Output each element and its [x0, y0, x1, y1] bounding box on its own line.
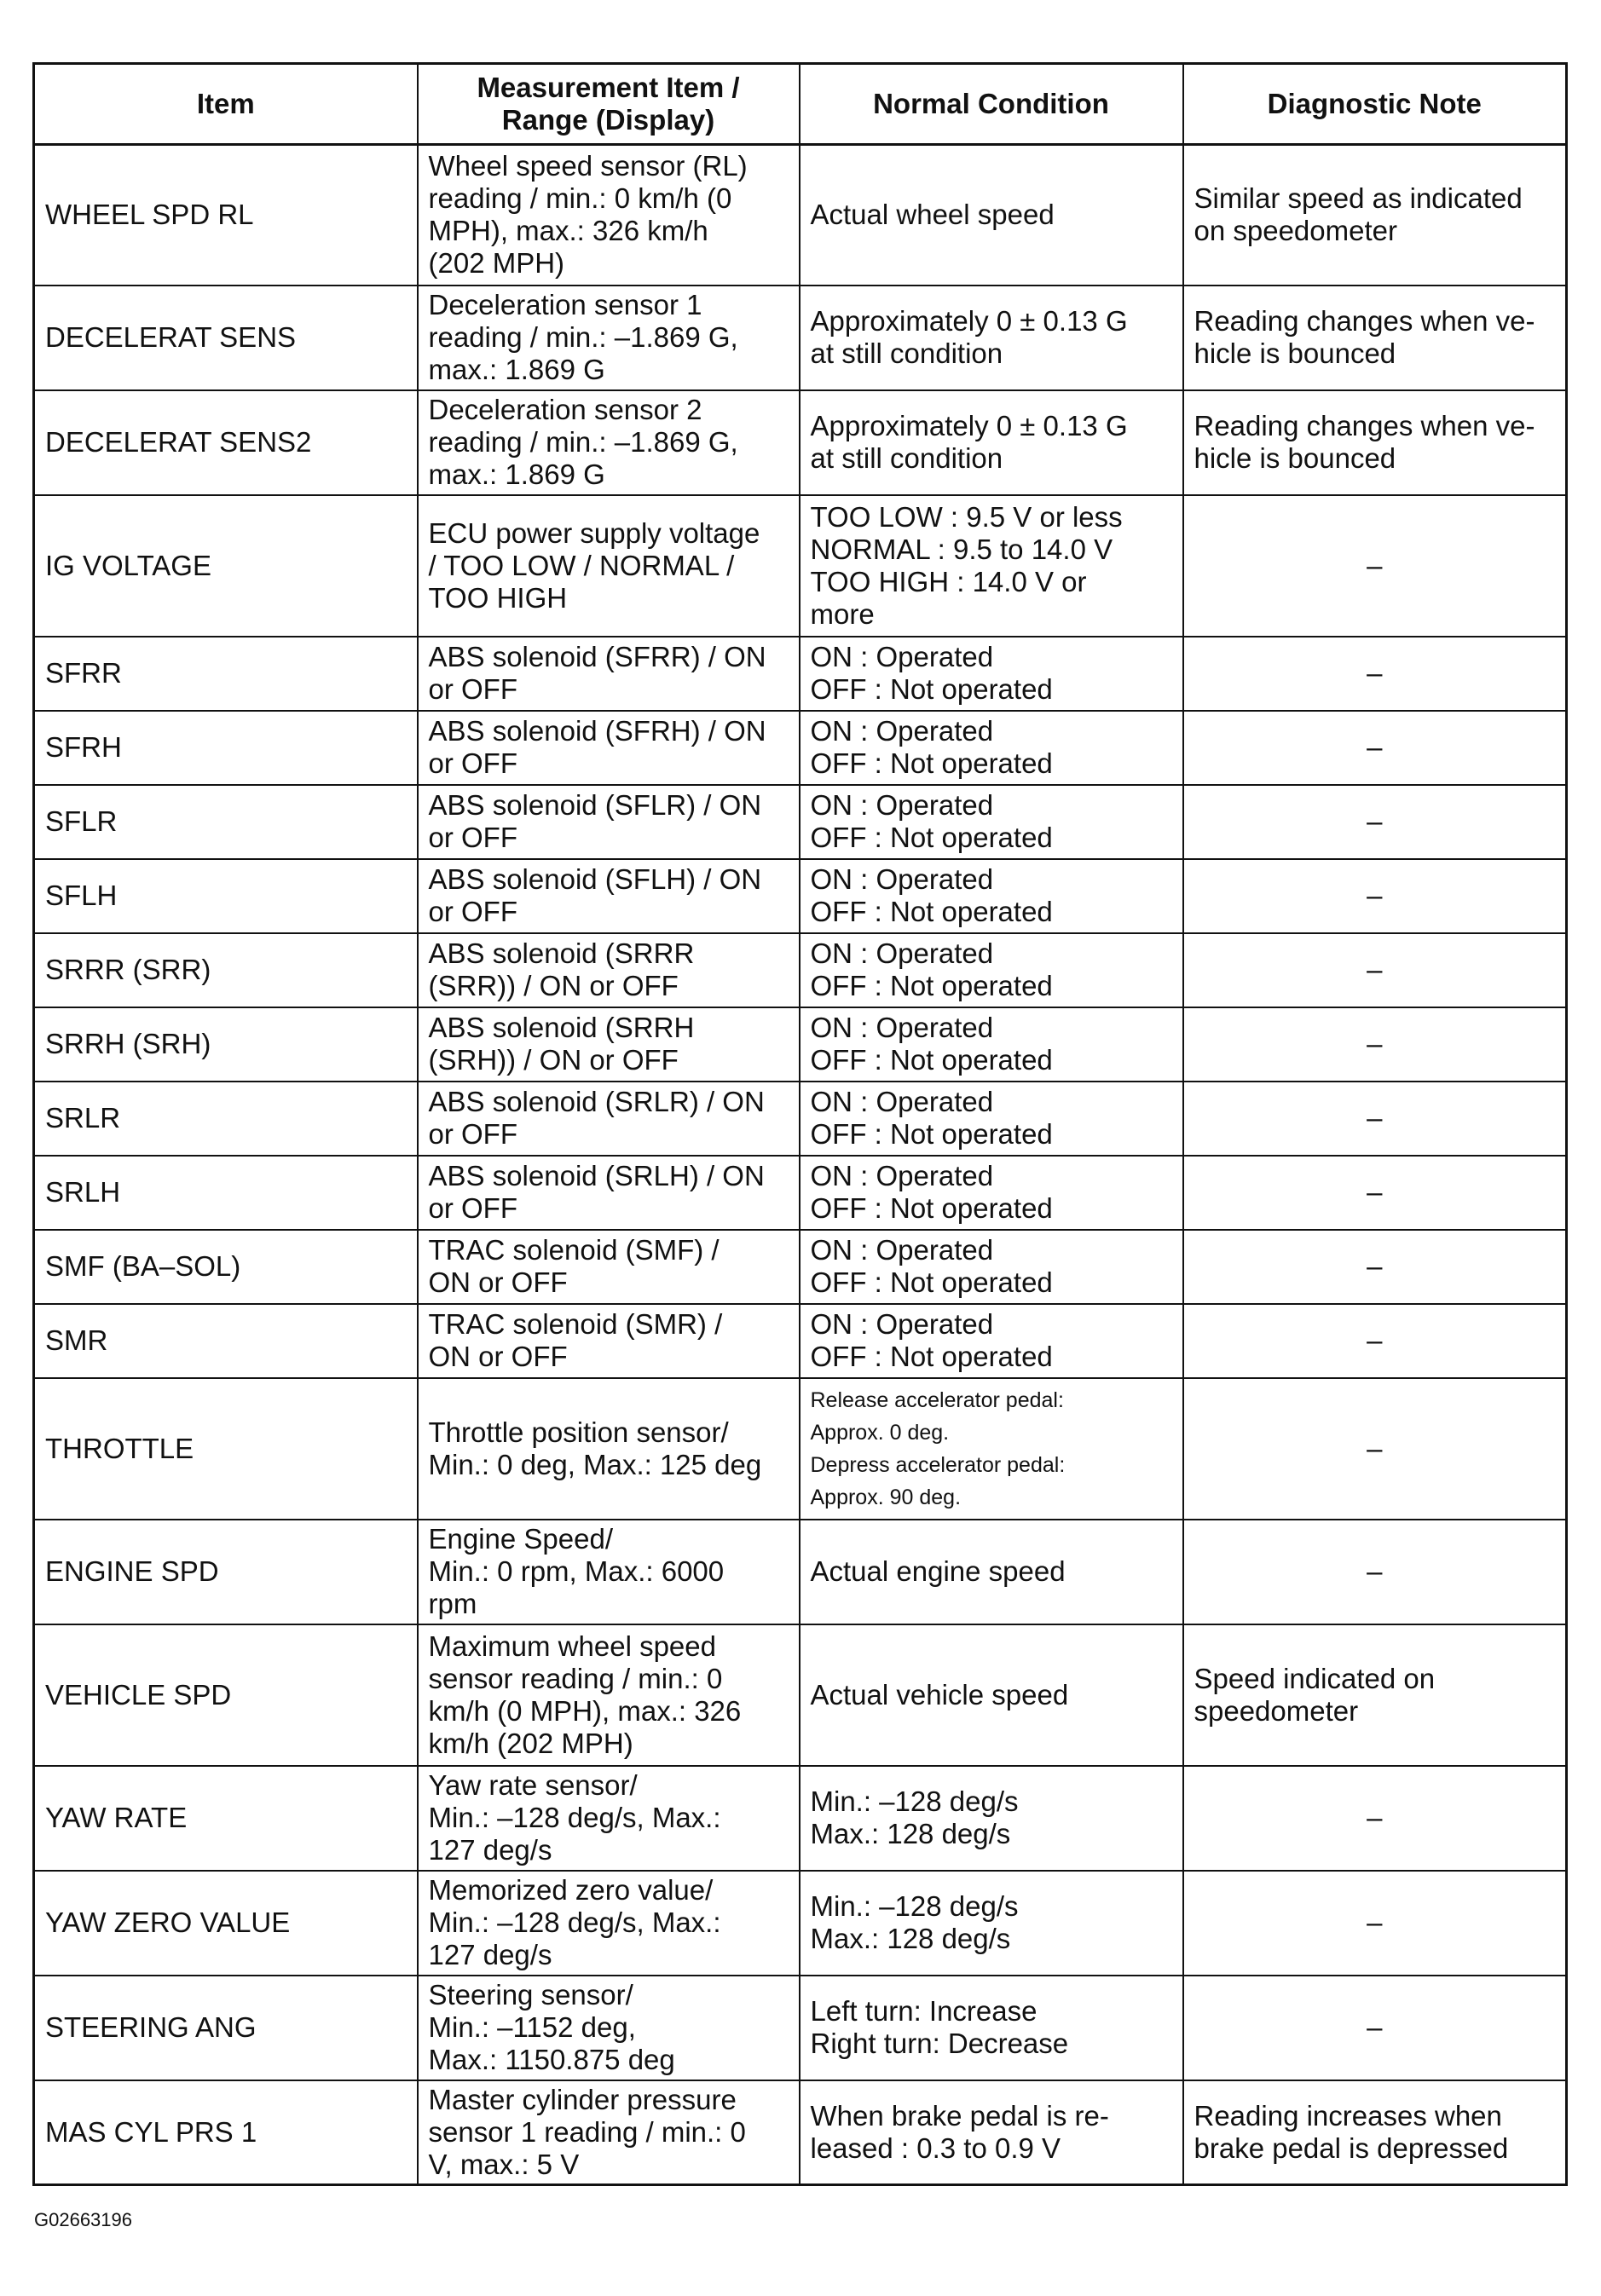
cell-item: ENGINE SPD: [34, 1520, 418, 1624]
cell-line: ABS solenoid (SFRH) / ON: [428, 715, 766, 747]
table-row: [34, 1156, 1567, 1230]
cell-line: Min.: –1152 deg,: [428, 2011, 636, 2043]
cell-diagnostic-note: [1183, 286, 1567, 390]
cell-line: brake pedal is depressed: [1194, 2132, 1509, 2164]
cell-line: ON : Operated: [810, 789, 994, 821]
cell-line: ON : Operated: [810, 863, 994, 895]
cell-line: OFF : Not operated: [810, 1266, 1053, 1298]
table-row: [34, 1082, 1567, 1156]
cell-line: Approx. 90 deg.: [810, 1485, 962, 1509]
table-row: [34, 1520, 1567, 1624]
cell-line: TRAC solenoid (SMR) /: [428, 1308, 723, 1340]
cell-line: Min.: 0 deg, Max.: 125 deg: [428, 1448, 762, 1480]
cell-diagnostic-note: [1183, 145, 1567, 286]
cell-line: –: [1367, 1432, 1383, 1464]
cell-normal-condition: [800, 286, 1183, 390]
cell-diagnostic-note: [1183, 1976, 1567, 2080]
cell-measurement: [418, 1230, 800, 1304]
header-line: Item: [196, 88, 255, 119]
cell-line: ON : Operated: [810, 641, 994, 672]
cell-line: ABS solenoid (SRLR) / ON: [428, 1086, 765, 1117]
cell-measurement: [418, 711, 800, 785]
cell-normal-condition: [800, 1378, 1183, 1520]
cell-line: –: [1367, 954, 1383, 985]
cell-item: YAW ZERO VALUE: [34, 1871, 418, 1976]
cell-line: Min.: 0 rpm, Max.: 6000: [428, 1555, 725, 1587]
cell-line: more: [810, 597, 875, 630]
cell-line: or OFF: [428, 673, 517, 705]
cell-normal-condition: [800, 1156, 1183, 1230]
cell-measurement: [418, 1766, 800, 1871]
cell-line: OFF : Not operated: [810, 747, 1053, 779]
cell-measurement: [418, 1871, 800, 1976]
cell-line: Reading changes when ve-: [1194, 305, 1535, 337]
cell-line: sensor reading / min.: 0: [428, 1662, 723, 1694]
cell-line: Maximum wheel speed: [428, 1630, 716, 1662]
cell-line: OFF : Not operated: [810, 1044, 1053, 1076]
cell-line: When brake pedal is re-: [810, 2099, 1109, 2132]
cell-line: –: [1367, 1802, 1383, 1833]
table-row: [34, 637, 1567, 711]
cell-line: max.: 1.869 G: [428, 354, 605, 385]
cell-item: SRRH (SRH): [34, 1007, 418, 1082]
cell-line: OFF : Not operated: [810, 970, 1053, 1001]
cell-line: –: [1367, 880, 1383, 911]
cell-diagnostic-note: [1183, 1871, 1567, 1976]
cell-line: Max.: 128 deg/s: [810, 1923, 1011, 1954]
cell-item: IG VOLTAGE: [34, 495, 418, 637]
cell-line: MPH), max.: 326 km/h: [428, 215, 708, 247]
cell-line: –: [1367, 1102, 1383, 1134]
cell-line: Similar speed as indicated: [1194, 182, 1523, 215]
cell-diagnostic-note: [1183, 711, 1567, 785]
cell-line: ABS solenoid (SRRR: [428, 937, 695, 969]
cell-measurement: [418, 2080, 800, 2185]
cell-line: Memorized zero value/: [428, 1874, 714, 1906]
cell-line: –: [1367, 1324, 1383, 1356]
cell-diagnostic-note: [1183, 637, 1567, 711]
cell-item: SFLH: [34, 859, 418, 933]
cell-line: ON : Operated: [810, 1012, 994, 1043]
cell-item: SFLR: [34, 785, 418, 859]
cell-measurement: [418, 785, 800, 859]
cell-item: VEHICLE SPD: [34, 1624, 418, 1766]
cell-item: THROTTLE: [34, 1378, 418, 1520]
cell-diagnostic-note: [1183, 1520, 1567, 1624]
cell-line: ON : Operated: [810, 1308, 994, 1340]
cell-line: Release accelerator pedal:: [810, 1387, 1064, 1412]
cell-measurement: [418, 145, 800, 286]
cell-line: speedometer: [1194, 1694, 1359, 1727]
table-row: [34, 2080, 1567, 2185]
cell-measurement: [418, 1007, 800, 1082]
cell-line: Approximately 0 ± 0.13 G: [810, 305, 1128, 337]
cell-diagnostic-note: [1183, 859, 1567, 933]
cell-line: max.: 1.869 G: [428, 459, 605, 490]
cell-measurement: [418, 390, 800, 495]
cell-line: –: [1367, 805, 1383, 837]
cell-normal-condition: [800, 933, 1183, 1007]
cell-line: ABS solenoid (SRRH: [428, 1012, 695, 1043]
cell-line: on speedometer: [1194, 215, 1397, 247]
table-row: [34, 286, 1567, 390]
cell-line: Min.: –128 deg/s, Max.:: [428, 1802, 721, 1833]
cell-normal-condition: [800, 637, 1183, 711]
data-table: [32, 62, 1568, 2186]
cell-diagnostic-note: [1183, 1082, 1567, 1156]
cell-measurement: [418, 1976, 800, 2080]
cell-line: –: [1367, 1176, 1383, 1208]
table-row: [34, 785, 1567, 859]
table-row: [34, 1007, 1567, 1082]
cell-line: or OFF: [428, 1118, 517, 1150]
cell-normal-condition: [800, 785, 1183, 859]
cell-line: Engine Speed/: [428, 1523, 614, 1555]
cell-line: –: [1367, 1555, 1383, 1587]
cell-measurement: [418, 1624, 800, 1766]
table-row: [34, 1766, 1567, 1871]
cell-line: Wheel speed sensor (RL): [428, 150, 748, 182]
table-row: [34, 933, 1567, 1007]
cell-line: leased : 0.3 to 0.9 V: [810, 2132, 1061, 2164]
cell-line: Max.: 128 deg/s: [810, 1818, 1011, 1849]
cell-normal-condition: [800, 145, 1183, 286]
cell-line: –: [1367, 1907, 1383, 1938]
cell-line: ECU power supply voltage: [428, 516, 760, 549]
cell-line: –: [1367, 2011, 1383, 2043]
cell-item: SFRR: [34, 637, 418, 711]
cell-normal-condition: [800, 1624, 1183, 1766]
cell-diagnostic-note: [1183, 1230, 1567, 1304]
cell-line: ABS solenoid (SFRR) / ON: [428, 641, 766, 672]
table-row: [34, 495, 1567, 637]
cell-line: Reading changes when ve-: [1194, 410, 1535, 441]
table-row: [34, 1871, 1567, 1976]
table-row: [34, 145, 1567, 286]
cell-line: or OFF: [428, 896, 517, 927]
cell-measurement: [418, 637, 800, 711]
cell-line: Left turn: Increase: [810, 1995, 1037, 2027]
cell-item: WHEEL SPD RL: [34, 145, 418, 286]
cell-line: ON : Operated: [810, 1086, 994, 1117]
cell-line: (SRH)) / ON or OFF: [428, 1044, 679, 1076]
cell-line: TOO LOW : 9.5 V or less: [810, 500, 1123, 533]
cell-line: ON : Operated: [810, 1160, 994, 1191]
cell-line: (SRR)) / ON or OFF: [428, 970, 679, 1001]
cell-line: Actual engine speed: [810, 1555, 1066, 1587]
cell-line: OFF : Not operated: [810, 1192, 1053, 1224]
cell-line: OFF : Not operated: [810, 1341, 1053, 1372]
cell-measurement: [418, 1378, 800, 1520]
cell-line: / TOO LOW / NORMAL /: [428, 549, 735, 581]
cell-item: YAW RATE: [34, 1766, 418, 1871]
cell-line: NORMAL : 9.5 to 14.0 V: [810, 533, 1113, 565]
cell-measurement: [418, 1156, 800, 1230]
cell-item: DECELERAT SENS: [34, 286, 418, 390]
cell-line: ON : Operated: [810, 715, 994, 747]
cell-diagnostic-note: [1183, 1766, 1567, 1871]
cell-line: Yaw rate sensor/: [428, 1769, 638, 1801]
table-row: [34, 1378, 1567, 1520]
cell-normal-condition: [800, 1976, 1183, 2080]
cell-diagnostic-note: [1183, 1007, 1567, 1082]
cell-line: ABS solenoid (SRLH) / ON: [428, 1160, 765, 1191]
cell-line: Master cylinder pressure: [428, 2083, 737, 2115]
cell-measurement: [418, 933, 800, 1007]
header-measurement: [418, 64, 800, 145]
cell-normal-condition: [800, 1082, 1183, 1156]
cell-line: (202 MPH): [428, 247, 565, 280]
header-line: Normal Condition: [873, 88, 1109, 119]
cell-item: SFRH: [34, 711, 418, 785]
cell-normal-condition: [800, 711, 1183, 785]
cell-line: reading / min.: 0 km/h (0: [428, 182, 732, 215]
cell-line: –: [1367, 657, 1383, 689]
cell-line: ON or OFF: [428, 1341, 568, 1372]
cell-line: Deceleration sensor 1: [428, 289, 702, 320]
cell-item: SRRR (SRR): [34, 933, 418, 1007]
cell-line: Throttle position sensor/: [428, 1416, 729, 1448]
cell-line: ABS solenoid (SFLH) / ON: [428, 863, 762, 895]
cell-line: Right turn: Decrease: [810, 2028, 1069, 2059]
table-row: [34, 1624, 1567, 1766]
cell-measurement: [418, 286, 800, 390]
cell-line: 127 deg/s: [428, 1834, 552, 1866]
cell-item: SMR: [34, 1304, 418, 1378]
cell-line: Actual vehicle speed: [810, 1678, 1069, 1710]
cell-line: –: [1367, 1250, 1383, 1282]
figure-id: G02663196: [34, 2209, 132, 2230]
cell-line: OFF : Not operated: [810, 673, 1053, 705]
cell-line: TOO HIGH: [428, 581, 568, 614]
cell-measurement: [418, 495, 800, 637]
cell-line: ON : Operated: [810, 1234, 994, 1266]
header-normal-condition: [800, 64, 1183, 145]
cell-diagnostic-note: [1183, 1378, 1567, 1520]
cell-normal-condition: [800, 1007, 1183, 1082]
cell-line: Approx. 0 deg.: [810, 1420, 950, 1445]
cell-line: or OFF: [428, 747, 517, 779]
cell-line: at still condition: [810, 442, 1003, 474]
header-diagnostic-note: [1183, 64, 1567, 145]
cell-line: Deceleration sensor 2: [428, 394, 702, 425]
table-row: [34, 711, 1567, 785]
cell-line: 127 deg/s: [428, 1939, 552, 1970]
table-row: [34, 859, 1567, 933]
cell-normal-condition: [800, 859, 1183, 933]
cell-normal-condition: [800, 495, 1183, 637]
header-row: [34, 64, 1567, 145]
header-line: Diagnostic Note: [1267, 88, 1482, 119]
cell-measurement: [418, 1304, 800, 1378]
cell-line: Max.: 1150.875 deg: [428, 2044, 675, 2075]
cell-measurement: [418, 1082, 800, 1156]
cell-line: reading / min.: –1.869 G,: [428, 426, 738, 458]
cell-diagnostic-note: [1183, 933, 1567, 1007]
cell-line: reading / min.: –1.869 G,: [428, 321, 738, 353]
cell-line: hicle is bounced: [1194, 337, 1396, 369]
cell-line: –: [1367, 549, 1383, 581]
cell-line: OFF : Not operated: [810, 822, 1053, 853]
cell-measurement: [418, 1520, 800, 1624]
cell-line: ON or OFF: [428, 1266, 568, 1298]
cell-line: OFF : Not operated: [810, 896, 1053, 927]
cell-item: SRLH: [34, 1156, 418, 1230]
cell-line: at still condition: [810, 337, 1003, 369]
cell-line: or OFF: [428, 822, 517, 853]
cell-diagnostic-note: [1183, 390, 1567, 495]
cell-line: Steering sensor/: [428, 1979, 633, 2010]
cell-line: or OFF: [428, 1192, 517, 1224]
cell-diagnostic-note: [1183, 495, 1567, 637]
cell-item: STEERING ANG: [34, 1976, 418, 2080]
cell-normal-condition: [800, 1304, 1183, 1378]
table-row: [34, 1230, 1567, 1304]
cell-line: V, max.: 5 V: [428, 2148, 580, 2180]
cell-line: ON : Operated: [810, 937, 994, 969]
cell-diagnostic-note: [1183, 2080, 1567, 2185]
cell-line: km/h (0 MPH), max.: 326: [428, 1694, 742, 1727]
cell-diagnostic-note: [1183, 785, 1567, 859]
cell-normal-condition: [800, 390, 1183, 495]
cell-line: ABS solenoid (SFLR) / ON: [428, 789, 762, 821]
cell-item: DECELERAT SENS2: [34, 390, 418, 495]
table-row: [34, 1976, 1567, 2080]
cell-item: SRLR: [34, 1082, 418, 1156]
cell-item: SMF (BA–SOL): [34, 1230, 418, 1304]
cell-line: Min.: –128 deg/s: [810, 1890, 1019, 1922]
cell-normal-condition: [800, 1766, 1183, 1871]
cell-line: TOO HIGH : 14.0 V or: [810, 565, 1087, 597]
cell-line: Speed indicated on: [1194, 1662, 1436, 1694]
cell-item: MAS CYL PRS 1: [34, 2080, 418, 2185]
cell-diagnostic-note: [1183, 1156, 1567, 1230]
cell-measurement: [418, 859, 800, 933]
cell-line: hicle is bounced: [1194, 442, 1396, 474]
cell-line: Actual wheel speed: [810, 199, 1055, 231]
cell-line: OFF : Not operated: [810, 1118, 1053, 1150]
cell-line: –: [1367, 731, 1383, 763]
cell-normal-condition: [800, 1230, 1183, 1304]
table-row: [34, 1304, 1567, 1378]
cell-line: Reading increases when: [1194, 2099, 1502, 2132]
cell-diagnostic-note: [1183, 1304, 1567, 1378]
header-line: Measurement Item /: [477, 72, 740, 103]
cell-line: Min.: –128 deg/s: [810, 1785, 1019, 1817]
cell-line: km/h (202 MPH): [428, 1727, 633, 1759]
cell-normal-condition: [800, 1871, 1183, 1976]
cell-line: Approximately 0 ± 0.13 G: [810, 410, 1128, 441]
header-item: [34, 64, 418, 145]
cell-line: Min.: –128 deg/s, Max.:: [428, 1907, 721, 1938]
cell-line: –: [1367, 1028, 1383, 1059]
cell-line: TRAC solenoid (SMF) /: [428, 1234, 720, 1266]
cell-normal-condition: [800, 2080, 1183, 2185]
table-row: [34, 390, 1567, 495]
cell-normal-condition: [800, 1520, 1183, 1624]
cell-line: sensor 1 reading / min.: 0: [428, 2115, 746, 2148]
cell-line: rpm: [428, 1588, 477, 1619]
cell-line: Depress accelerator pedal:: [810, 1452, 1066, 1477]
cell-diagnostic-note: [1183, 1624, 1567, 1766]
header-line: Range (Display): [501, 104, 715, 136]
